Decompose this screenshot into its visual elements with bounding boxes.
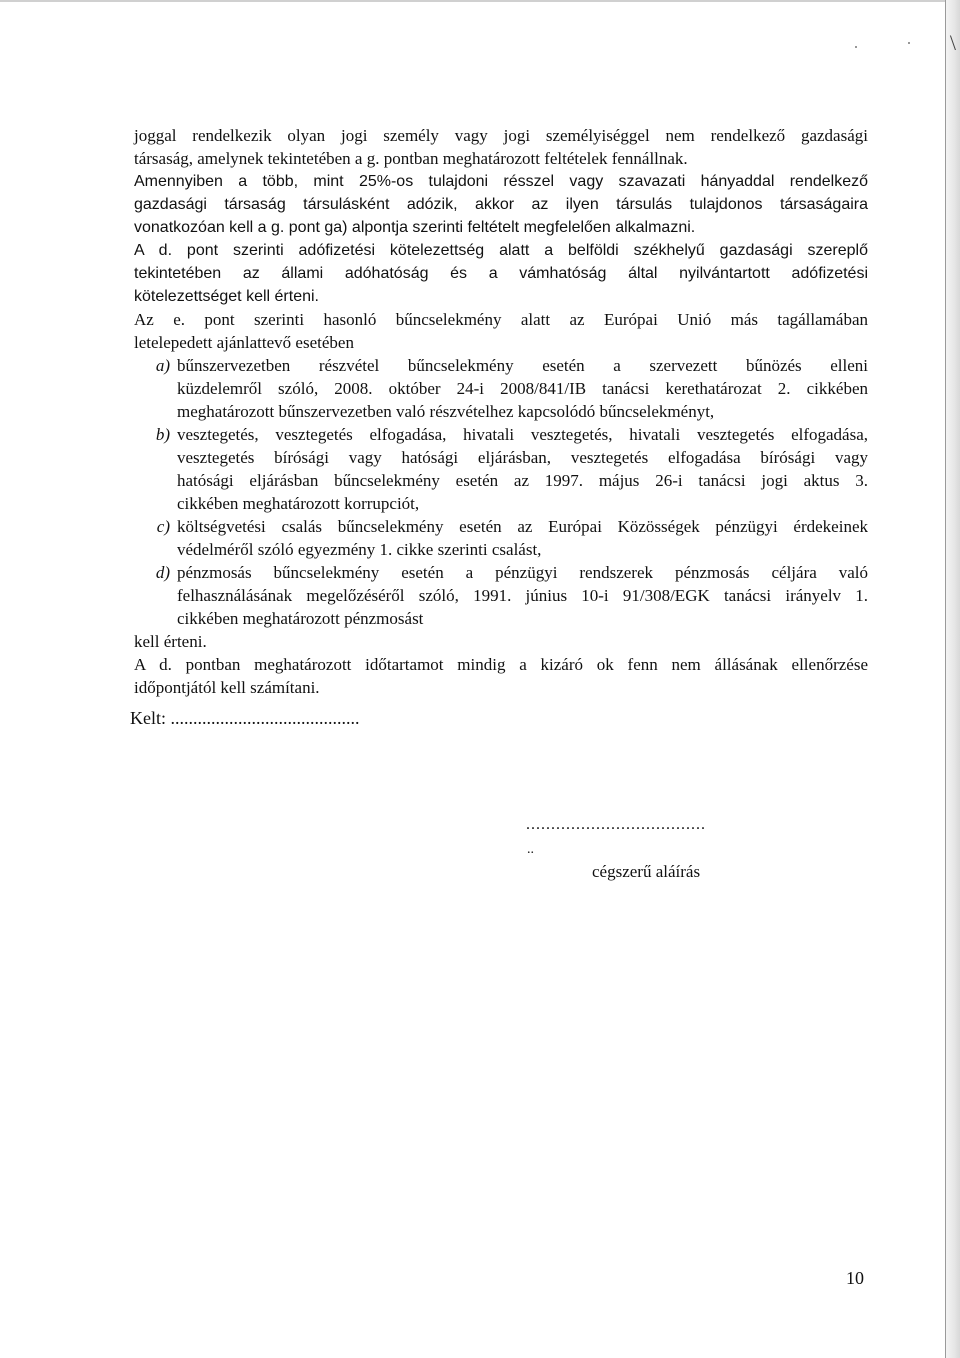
list-item-text: vesztegetés, vesztegetés elfogadása, hivatali vesztegetés, hivatali vesztegetés elfogadása,	[177, 425, 868, 444]
text-line: kötelezettséget kell érteni.	[134, 288, 319, 305]
signature-mark: ..	[527, 842, 534, 857]
scan-mark: \	[949, 30, 956, 55]
scan-right-edge	[945, 0, 960, 1358]
kelt-line: Kelt: ..........................................	[130, 708, 360, 728]
text-line: védelméről szóló egyezmény 1. cikke szerinti csalást,	[177, 540, 542, 559]
page-number: 10	[846, 1268, 864, 1288]
list-item	[134, 423, 868, 446]
signature-line: ....................................	[526, 816, 706, 833]
list-item-label: d)	[155, 563, 170, 582]
text-line: Amennyiben a több, mint 25%-os tulajdoni résszel vagy szavazati hányaddal rendelkező	[134, 173, 868, 190]
list-item	[134, 515, 868, 538]
scan-top-edge	[0, 0, 945, 2]
document-body	[134, 124, 868, 699]
scan-speck	[908, 42, 910, 44]
text-line: cikkében meghatározott korrupciót,	[177, 494, 420, 513]
text-line: időpontjától kell számítani.	[134, 678, 320, 697]
text-line: letelepedett ajánlattevő esetében	[134, 333, 354, 352]
list-item	[134, 561, 868, 584]
text-line: felhasználásának megelőzéséről szóló, 1991. június 10-i 91/308/EGK tanácsi irányelv 1.	[177, 586, 868, 605]
text-line: társaság, amelynek tekintetében a g. pontban meghatározott feltételek fennállnak.	[134, 149, 688, 168]
list-item-label: c)	[156, 517, 170, 536]
text-line: hatósági eljárásban bűncselekmény esetén az 1997. május 26-i tanácsi jogi aktus 3.	[177, 471, 868, 490]
text-line: tekintetében az állami adóhatóság és a vámhatóság által nyilvántartott adófizetési	[134, 265, 868, 282]
text-line: gazdasági társaság társulásként adózik, akkor az ilyen társulás tulajdonos társaságaira	[134, 196, 868, 213]
scan-speck	[855, 46, 857, 48]
text-line: A d. pontban meghatározott időtartamot mindig a kizáró ok fenn nem állásának ellenőrzése	[134, 655, 868, 674]
list-item-text: bűnszervezetben részvétel bűncselekmény esetén a szervezett bűnözés elleni	[177, 356, 868, 375]
list-item	[134, 354, 868, 377]
text-line: vesztegetés bírósági vagy hatósági eljárásban, vesztegetés elfogadása bírósági vagy	[177, 448, 868, 467]
text-line: joggal rendelkezik olyan jogi személy vagy jogi személyiséggel nem rendelkező gazdasági	[134, 126, 868, 145]
text-line: meghatározott bűnszervezetben való részvételhez kapcsolódó bűncselekményt,	[177, 402, 715, 421]
text-line: kell érteni.	[134, 632, 207, 651]
text-line: vonatkozóan kell a g. pont ga) alpontja szerinti feltételt megfelelően alkalmazni.	[134, 219, 696, 236]
signature-label: cégszerű aláírás	[592, 862, 701, 881]
text-line: küzdelemről szóló, 2008. október 24-i 2008/841/IB tanácsi kerethatározat 2. cikkében	[177, 379, 868, 398]
text-line: cikkében meghatározott pénzmosást	[177, 609, 424, 628]
list-item-text: pénzmosás bűncselekmény esetén a pénzügyi rendszerek pénzmosás céljára való	[177, 563, 868, 582]
list-item-label: a)	[155, 356, 170, 375]
list-item-text: költségvetési csalás bűncselekmény esetén az Európai Közösségek pénzügyi érdekeinek	[177, 517, 868, 536]
text-line: A d. pont szerinti adófizetési kötelezettség alatt a belföldi székhelyű gazdasági szereplő	[134, 242, 868, 259]
list-item-label: b)	[155, 425, 170, 444]
text-line: Az e. pont szerinti hasonló bűncselekmény alatt az Európai Unió más tagállamában	[134, 310, 868, 329]
